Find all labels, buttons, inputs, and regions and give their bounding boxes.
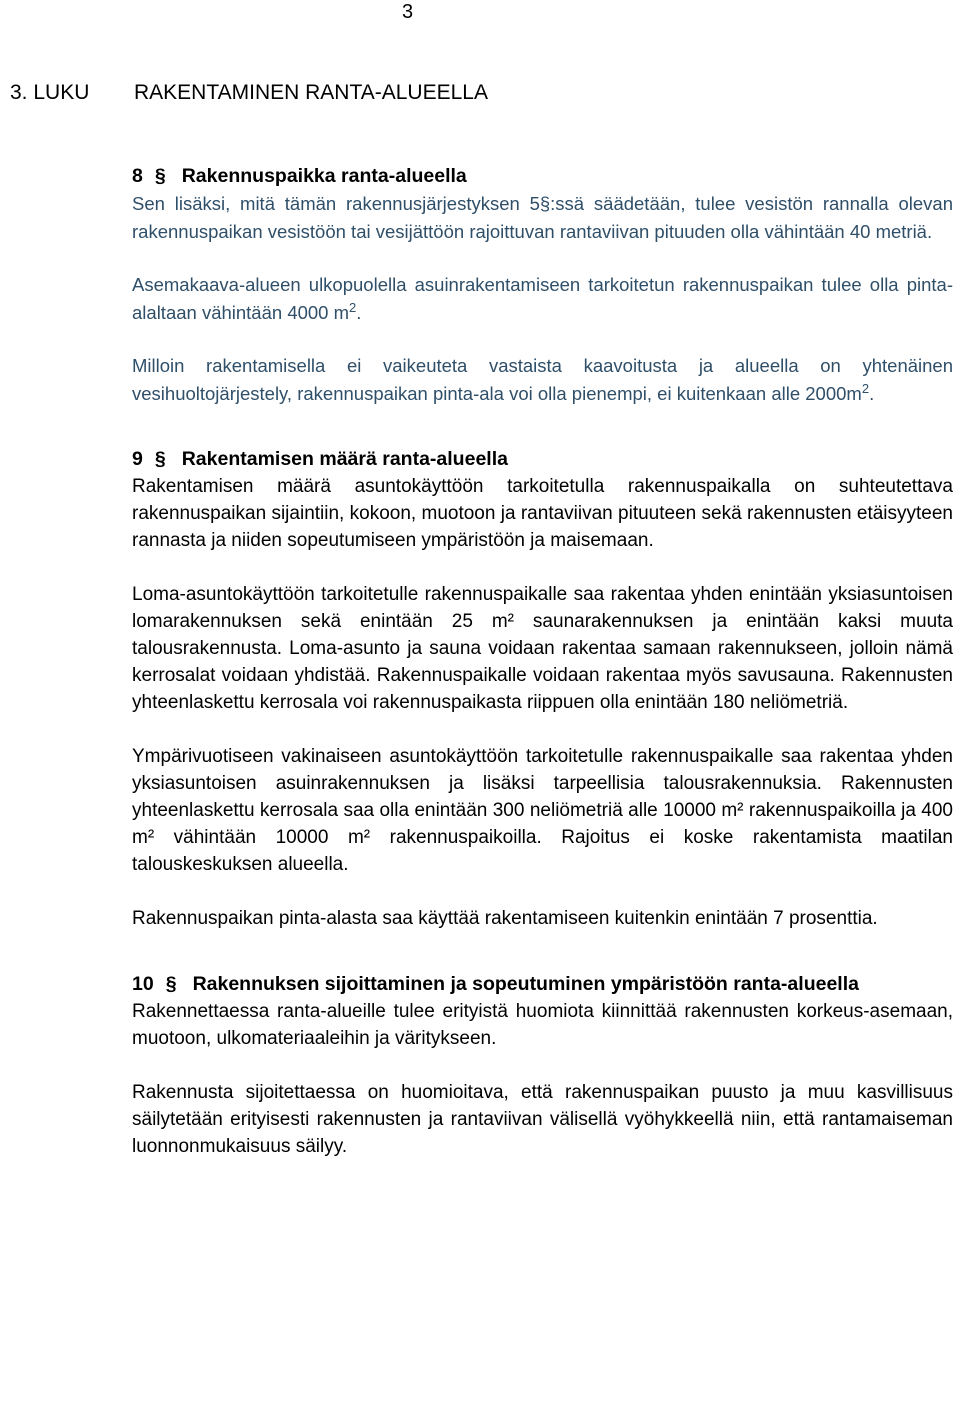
section-sign: § bbox=[154, 165, 166, 187]
section-sign: § bbox=[165, 973, 177, 995]
section-number: 9 bbox=[132, 448, 143, 470]
paragraph: Rakentamisen määrä asuntokäyttöön tarkoitetulla rakennuspaikalla on suhteutettava rakennuspaikan sijaintiin, kokoon, muotoon ja rantaviivan pituuteen sekä rakennusten etäisyyteen rannasta ja niiden sopeutumiseen ympäristöön ja maisemaan. bbox=[132, 476, 953, 551]
section-title: Rakentamisen määrä ranta-alueella bbox=[181, 448, 508, 470]
section-heading bbox=[132, 446, 953, 473]
paragraph: Rakennusta sijoitettaessa on huomioitava, että rakennuspaikan puusto ja muu kasvillisuus säilytetään erityisesti rakennusten ja rantaviivan välisellä vyöhykkeellä niin, että rantamaiseman luonnonmukaisuus säilyy. bbox=[132, 1082, 953, 1157]
chapter-title: RAKENTAMINEN RANTA-ALUEELLA bbox=[134, 81, 488, 104]
paragraph: Ympärivuotiseen vakinaiseen asuntokäyttöön tarkoitetulle rakennuspaikalle saa rakentaa yhden yksiasuntoisen asuinrakennuksen ja lisäksi tarpeellisia talousrakennuksia. Rakennusten yhteenlaskettu kerrosala saa olla enintään 300 neliömetriä alle 10000 m² rakennuspaikoilla ja 400 m² vähintään 10000 m² rakennuspaikoilla. Rajoitus ei koske rakentamista maatilan talouskeskuksen alueella. bbox=[132, 746, 953, 875]
paragraph: Sen lisäksi, mitä tämän rakennusjärjestyksen 5§:ssä säädetään, tulee vesistön rannalla olevan rakennuspaikan vesistöön tai vesijättöön rajoittuvan rantaviivan pituuden olla vähintään 40 metriä. bbox=[132, 193, 953, 242]
section-heading bbox=[132, 163, 953, 190]
section-10 bbox=[132, 971, 953, 1160]
paragraph: Asemakaava-alueen ulkopuolella asuinrakentamiseen tarkoitetun rakennuspaikan tulee olla pinta-alaltaan vähintään 4000 $m^2$. bbox=[132, 274, 953, 323]
section-8 bbox=[132, 163, 953, 407]
paragraph: Milloin rakentamisella ei vaikeuteta vastaista kaavoitusta ja alueella on yhtenäinen vesihuoltojärjestely, rakennuspaikan pinta-ala voi olla pienempi, ei kuitenkaan alle $2000m^2$. bbox=[132, 355, 953, 404]
section-heading bbox=[132, 971, 953, 998]
section-number: 10 bbox=[132, 973, 154, 995]
chapter-number: 3. LUKU bbox=[10, 81, 90, 104]
paragraph: Rakennuspaikan pinta-alasta saa käyttää rakentamiseen kuitenkin enintään 7 prosenttia. bbox=[132, 908, 878, 929]
section-9 bbox=[132, 446, 953, 932]
section-sign: § bbox=[154, 448, 166, 470]
paragraph: Loma-asuntokäyttöön tarkoitetulle rakennuspaikalle saa rakentaa yhden enintään yksiasuntoisen lomarakennuksen sekä enintään 25 m² saunarakennuksen ja enintään kaksi muuta talousrakennusta. Loma-asunto ja sauna voidaan rakentaa samaan rakennukseen, jolloin nämä kerrosalat voidaan yhdistää. Rakennuspaikalle voidaan rakentaa myös savusauna. Rakennusten yhteenlaskettu kerrosala voi rakennuspaikasta riippuen olla enintään 180 neliömetriä. bbox=[132, 584, 953, 713]
document-body bbox=[132, 163, 953, 1160]
chapter-heading bbox=[10, 80, 488, 106]
section-number: 8 bbox=[132, 165, 143, 187]
section-title: Rakennuksen sijoittaminen ja sopeutuminen ympäristöön ranta-alueella bbox=[192, 973, 859, 995]
page-number: 3 bbox=[402, 1, 414, 23]
section-title: Rakennuspaikka ranta-alueella bbox=[181, 165, 467, 187]
paragraph: Rakennettaessa ranta-alueille tulee erityistä huomiota kiinnittää rakennusten korkeus-asemaan, muotoon, ulkomateriaaleihin ja väritykseen. bbox=[132, 1001, 953, 1049]
